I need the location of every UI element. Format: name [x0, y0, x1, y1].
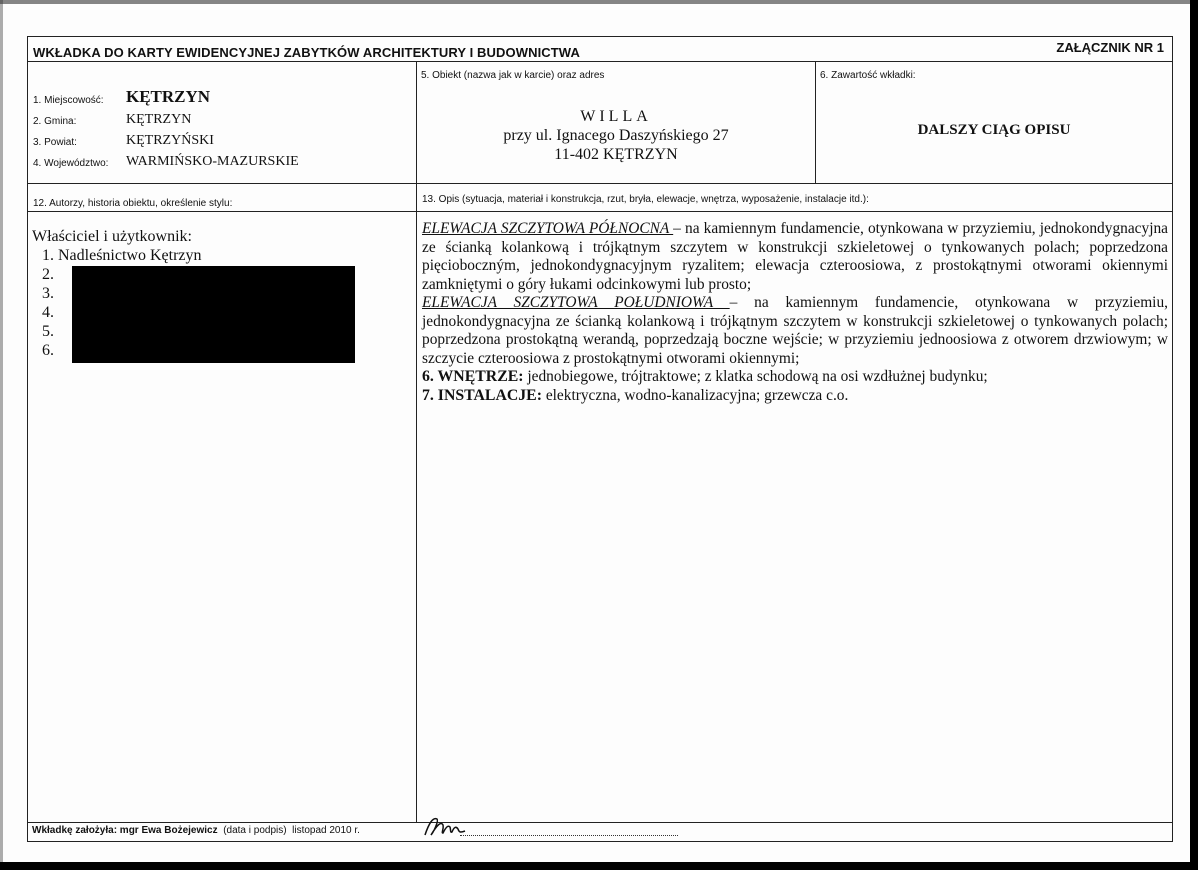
footer-signature-note: (data i podpis): [223, 825, 287, 836]
south-elevation-heading: ELEWACJA SZCZYTOWA POŁUDNIOWA: [422, 294, 730, 311]
installations-text: elektryczna, wodno-kanalizacyjna; grzewcza c.o.: [541, 386, 849, 404]
powiat-label: 3. Powiat:: [33, 137, 77, 148]
wojewodztwo-value: WARMIŃSKO-MAZURSKIE: [126, 154, 299, 169]
powiat-value: KĘTRZYŃSKI: [126, 133, 214, 148]
object-street: przy ul. Ignacego Daszyńskiego 27: [503, 127, 729, 144]
wojewodztwo-label: 4. Województwo:: [33, 158, 109, 169]
south-elevation-paragraph: [422, 294, 1168, 368]
north-elevation-paragraph: [422, 220, 1168, 294]
redaction-box: [72, 266, 355, 363]
scan-edge-bottom: [0, 862, 1198, 870]
footer-date: listopad 2010 r.: [292, 825, 360, 836]
contents-value: DALSZY CIĄG OPISU: [917, 122, 1071, 138]
installations-paragraph: [422, 387, 1168, 406]
interior-paragraph: [422, 368, 1168, 387]
inventory-card-insert: [27, 36, 1173, 842]
owner-item: 1. Nadleśnictwo Kętrzyn: [58, 246, 202, 265]
divider-section-row: [28, 183, 1172, 184]
miejscowosc-value: KĘTRZYN: [126, 87, 211, 106]
authors-label: 12. Autorzy, historia obiektu, określenie stylu:: [33, 198, 233, 209]
miejscowosc-label: 1. Miejscowość:: [33, 95, 104, 106]
footer-line: [32, 825, 360, 836]
description-label: 13. Opis (sytuacja, materiał i konstrukcja, rzut, bryła, elewacje, wnętrza, wyposażenie, instalacje itd.):: [422, 194, 869, 205]
contents-label: 6. Zawartość wkładki:: [820, 70, 916, 81]
signature-dotted-line: [460, 835, 678, 836]
scan-edge-top: [0, 0, 1198, 4]
north-elevation-heading: ELEWACJA SZCZYTOWA PÓŁNOCNA: [422, 220, 674, 237]
north-elevation-text: – na kamiennym fundamencie, otynkowana w przyziemiu, jednokondygnacyjna ze ścianką kolankową i trójkątnym szczytem w konstrukcji szkieletowej o tynkowanych polach; poprzedzona pięcioboczným, jednokondygnacyjnym ryzalitem; elewacja czteroosiowa, z prostokątnymi otworami okiennymi zamkniętymi o góry łukami odcinkowymi lub prosto;: [422, 220, 1168, 293]
annex-number: ZAŁĄCZNIK NR 1: [1056, 40, 1164, 55]
divider-footer: [28, 822, 1172, 823]
object-label: 5. Obiekt (nazwa jak w karcie) oraz adres: [421, 70, 605, 81]
footer-author: Wkładkę założyła: mgr Ewa Bożejewicz: [32, 825, 218, 836]
interior-text: jednobiegowe, trójtraktowe; z klatka schodową na osi wzdłużnej budynku;: [523, 368, 988, 385]
south-elevation-text: – na kamiennym fundamencie, otynkowana w przyziemiu, jednokondygnacyjna ze ścianką kolankową i trójkątnym szczytem w konstrukcji szkieletowej o tynkowanych polach; poprzedzona prostokątną werandą, poprzedzają boczne wejście; w przyziemiu jednoosiowa z otworem drzwiowym; w szczycie czteroosiowa z prostokątnymi otworami okiennymi;: [422, 294, 1168, 367]
gmina-value: KĘTRZYN: [126, 112, 192, 127]
installations-heading: 7. INSTALACJE:: [422, 386, 542, 404]
object-postal: 11-402 KĘTRZYN: [554, 146, 678, 163]
scan-edge-left: [0, 0, 3, 870]
divider-left-column: [416, 61, 417, 822]
object-block: [417, 107, 815, 164]
scan-edge-right: [1190, 0, 1198, 870]
form-title: WKŁADKA DO KARTY EWIDENCYJNEJ ZABYTKÓW ARCHITEKTURY I BUDOWNICTWA: [33, 45, 580, 60]
owners-heading: Właściciel i użytkownik:: [32, 228, 192, 245]
interior-heading: 6. WNĘTRZE:: [422, 368, 524, 385]
object-name: WILLA: [580, 108, 652, 125]
description-text: [422, 220, 1168, 405]
gmina-label: 2. Gmina:: [33, 116, 77, 127]
divider-under-title: [28, 61, 1172, 62]
divider-label-row: [28, 211, 1172, 212]
